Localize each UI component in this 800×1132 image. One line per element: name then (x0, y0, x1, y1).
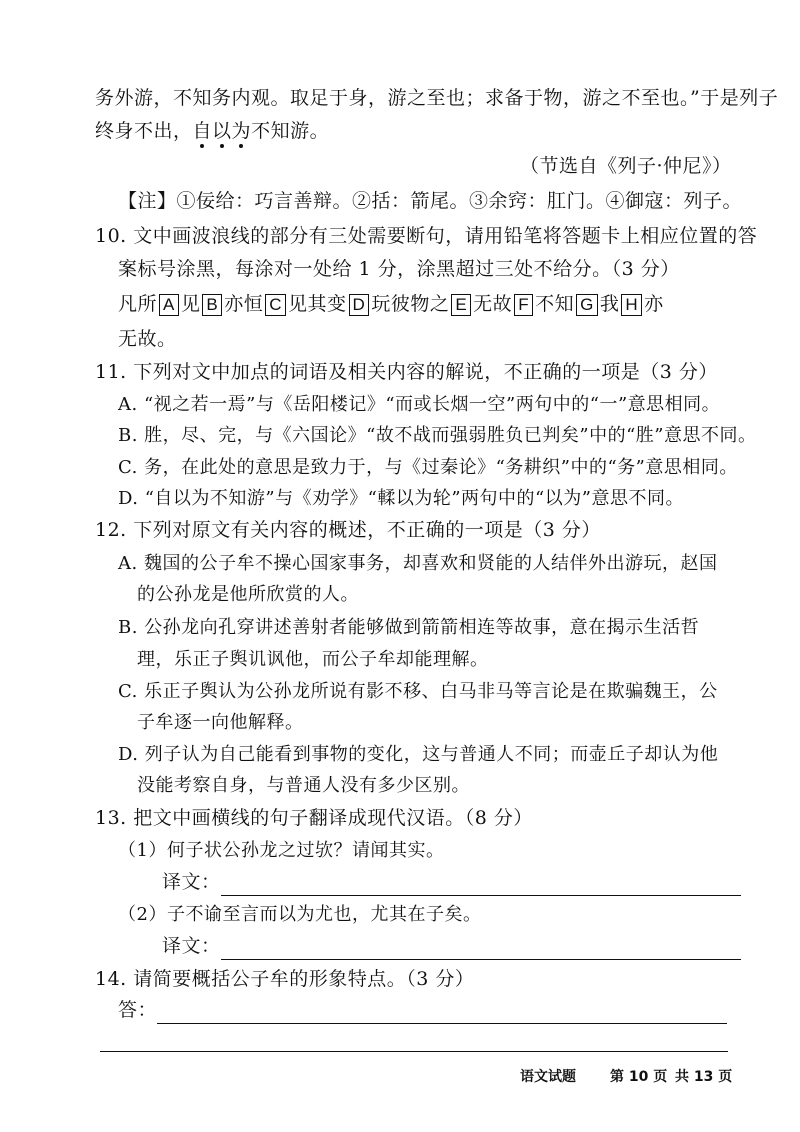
q11-stem: 11. 下列对文中加点的词语及相关内容的解说，不正确的一项是（3 分） (95, 361, 718, 383)
q14-stem: 14. 请简要概括公子牟的形象特点。（3 分） (95, 968, 475, 990)
passage-line-2-pre: 终身不出， (95, 120, 193, 142)
passage-line-2 (95, 117, 329, 145)
q13-answer-2-blank[interactable] (221, 937, 741, 960)
q13-sentence-2: （2）子不谕至言而以为尤也，尤其在子矣。 (118, 904, 482, 925)
q12-option-c-cont: 子牟逐一向他解释。 (137, 712, 304, 733)
footer-page-number: 第 10 页 (610, 1069, 668, 1085)
q14-answer (118, 996, 727, 1024)
q10-stem-line-1: 10. 文中画波浪线的部分有三处需要断句，请用铅笔将答题卡上相应位置的答 (95, 225, 758, 247)
q14-answer-label: 答： (118, 999, 158, 1021)
passage-line-2-post: 不知游。 (251, 120, 330, 142)
q11-option-a[interactable]: A. “视之若一焉”与《岳阳楼记》“而或长烟一空”两句中的“一”意思相同。 (118, 394, 721, 415)
q10-seg: 我 (599, 293, 620, 315)
q13-stem: 13. 把文中画横线的句子翻译成现代汉语。（8 分） (95, 807, 533, 829)
q10-seg: 亦 (644, 293, 664, 315)
annotation-note: 【注】①佞给：巧言善辩。②括：箭尾。③余窍：肛门。④御寇：列子。 (118, 190, 743, 212)
q13-answer-2 (162, 932, 741, 960)
footer-total-pages: 共 13 页 (675, 1069, 733, 1085)
q10-seg: 亦恒 (224, 293, 264, 315)
q10-box-h[interactable]: H (621, 294, 642, 316)
q10-sentence (118, 290, 664, 318)
q10-seg: 不知 (535, 293, 575, 315)
q12-option-b-cont: 理，乐正子舆讥讽他，而公子牟却能理解。 (137, 649, 489, 670)
footer-rule (100, 1051, 728, 1052)
dotted-char-3: 为 (231, 120, 252, 142)
q10-stem-line-2: 案标号涂黑，每涂对一处给 1 分，涂黑超过三处不给分。（3 分） (118, 258, 680, 280)
q10-box-a[interactable]: A (159, 294, 179, 316)
q12-option-a-cont: 的公孙龙是他所欣赏的人。 (137, 584, 359, 605)
dotted-char-2: 以 (212, 120, 232, 142)
q10-seg: 见 (180, 293, 201, 315)
footer-subject: 语文试题 (520, 1069, 576, 1085)
q10-box-e[interactable]: E (451, 294, 471, 316)
q13-answer-2-label: 译文： (162, 935, 221, 957)
q12-option-a[interactable]: A. 魏国的公子牟不操心国家事务，却喜欢和贤能的人结伴外出游玩，赵国 (118, 553, 718, 574)
q10-box-d[interactable]: D (349, 294, 370, 316)
q10-box-c[interactable]: C (265, 294, 286, 316)
passage-source: （节选自《列子·仲尼》） (520, 155, 732, 177)
q14-answer-blank[interactable] (157, 1001, 727, 1024)
q10-box-f[interactable]: F (514, 294, 533, 316)
q13-answer-1 (162, 868, 741, 896)
q10-seg: 凡所 (118, 293, 158, 315)
q12-stem: 12. 下列对原文有关内容的概述，不正确的一项是（3 分） (95, 519, 601, 541)
q12-option-c[interactable]: C. 乐正子舆认为公孙龙所说有影不移、白马非马等言论是在欺骗魏王，公 (118, 681, 718, 702)
q10-sentence-end: 无故。 (118, 328, 177, 350)
q12-option-d-cont: 没能考察自身，与普通人没有多少区别。 (137, 775, 470, 796)
q13-answer-1-label: 译文： (162, 871, 221, 893)
q12-option-d[interactable]: D. 列子认为自己能看到事物的变化，这与普通人不同；而壶丘子却认为他 (118, 744, 719, 765)
q11-option-b[interactable]: B. 胜，尽、完，与《六国论》“故不战而强弱胜负已判矣”中的“胜”意思不同。 (118, 425, 757, 446)
q10-seg: 玩彼物之 (371, 293, 450, 315)
q10-seg: 无故 (473, 293, 513, 315)
q11-option-c[interactable]: C. 务，在此处的意思是致力于，与《过秦论》“务耕织”中的“务”意思相同。 (118, 457, 738, 478)
q10-box-g[interactable]: G (576, 294, 598, 316)
dotted-char-1: 自 (192, 120, 213, 142)
q13-sentence-1: （1）何子状公孙龙之过欤？请闻其实。 (118, 840, 445, 861)
q10-seg: 见其变 (288, 293, 347, 315)
q10-box-b[interactable]: B (202, 294, 222, 316)
q12-option-b[interactable]: B. 公孙龙向孔穿讲述善射者能够做到箭箭相连等故事，意在揭示生活哲 (118, 617, 700, 638)
passage-line-1: 务外游，不知务内观。取足于身，游之至也；求备于物，游之不至也。”于是列子 (95, 87, 779, 109)
q13-answer-1-blank[interactable] (221, 873, 741, 896)
q11-option-d[interactable]: D. “自以为不知游”与《劝学》“輮以为轮”两句中的“以为”意思不同。 (118, 488, 684, 509)
